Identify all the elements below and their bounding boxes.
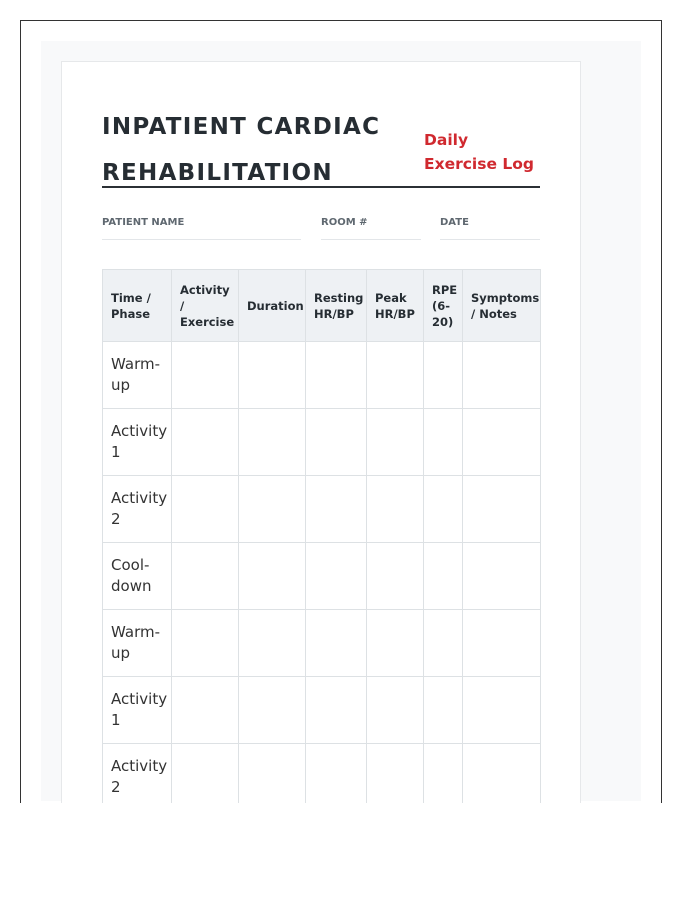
entry-cell[interactable]	[367, 744, 424, 804]
patient-fields	[102, 217, 540, 240]
column-header: Peak HR/BP	[367, 270, 424, 342]
entry-cell[interactable]	[172, 677, 239, 744]
entry-cell[interactable]	[463, 677, 541, 744]
entry-cell[interactable]	[424, 409, 463, 476]
sheet-title	[102, 104, 380, 196]
entry-cell[interactable]	[463, 476, 541, 543]
entry-cell[interactable]	[306, 610, 367, 677]
entry-cell[interactable]	[367, 409, 424, 476]
column-header: RPE (6-20)	[424, 270, 463, 342]
entry-cell[interactable]	[172, 610, 239, 677]
entry-cell[interactable]	[424, 342, 463, 409]
date-field[interactable]: DATE	[440, 217, 540, 240]
entry-cell[interactable]	[424, 476, 463, 543]
column-header: Resting HR/BP	[306, 270, 367, 342]
entry-cell[interactable]	[424, 677, 463, 744]
entry-cell[interactable]	[239, 610, 306, 677]
entry-cell[interactable]	[367, 543, 424, 610]
column-header: Duration	[239, 270, 306, 342]
title-line: INPATIENT CARDIAC	[102, 114, 381, 140]
entry-cell[interactable]	[463, 409, 541, 476]
subtitle-line: Daily	[424, 131, 469, 149]
entry-cell[interactable]	[172, 409, 239, 476]
entry-cell[interactable]	[172, 543, 239, 610]
entry-cell[interactable]	[367, 677, 424, 744]
entry-cell[interactable]	[172, 744, 239, 804]
entry-cell[interactable]	[367, 342, 424, 409]
entry-cell[interactable]	[306, 409, 367, 476]
table-header-row	[103, 270, 541, 342]
column-header: Activity / Exercise	[172, 270, 239, 342]
entry-cell[interactable]	[306, 677, 367, 744]
phase-cell: Cool-down	[103, 543, 172, 610]
exercise-log-table	[102, 269, 541, 803]
entry-cell[interactable]	[424, 610, 463, 677]
phase-cell: Activity 2	[103, 744, 172, 804]
entry-cell[interactable]	[239, 543, 306, 610]
room-field[interactable]: ROOM #	[321, 217, 421, 240]
entry-cell[interactable]	[239, 476, 306, 543]
entry-cell[interactable]	[306, 342, 367, 409]
entry-cell[interactable]	[306, 476, 367, 543]
table-row	[103, 744, 541, 804]
entry-cell[interactable]	[463, 610, 541, 677]
table-row	[103, 409, 541, 476]
sheet-header	[102, 104, 540, 188]
sheet-subtitle	[424, 128, 534, 176]
entry-cell[interactable]	[239, 744, 306, 804]
patient-name-field[interactable]: PATIENT NAME	[102, 217, 301, 240]
table-row	[103, 543, 541, 610]
log-sheet	[61, 61, 581, 803]
entry-cell[interactable]	[239, 677, 306, 744]
document-frame	[20, 20, 662, 803]
entry-cell[interactable]	[172, 476, 239, 543]
entry-cell[interactable]	[367, 476, 424, 543]
entry-cell[interactable]	[239, 342, 306, 409]
subtitle-line: Exercise Log	[424, 155, 534, 173]
table-row	[103, 677, 541, 744]
entry-cell[interactable]	[306, 744, 367, 804]
entry-cell[interactable]	[367, 610, 424, 677]
entry-cell[interactable]	[239, 409, 306, 476]
phase-cell: Activity 2	[103, 476, 172, 543]
phase-cell: Warm-up	[103, 610, 172, 677]
entry-cell[interactable]	[172, 342, 239, 409]
entry-cell[interactable]	[424, 744, 463, 804]
table-row	[103, 476, 541, 543]
phase-cell: Activity 1	[103, 677, 172, 744]
table-row	[103, 610, 541, 677]
table-row	[103, 342, 541, 409]
column-header: Symptoms / Notes	[463, 270, 541, 342]
phase-cell: Activity 1	[103, 409, 172, 476]
phase-cell: Warm-up	[103, 342, 172, 409]
entry-cell[interactable]	[306, 543, 367, 610]
entry-cell[interactable]	[463, 543, 541, 610]
entry-cell[interactable]	[424, 543, 463, 610]
column-header: Time / Phase	[103, 270, 172, 342]
entry-cell[interactable]	[463, 744, 541, 804]
entry-cell[interactable]	[463, 342, 541, 409]
title-line: REHABILITATION	[102, 160, 333, 186]
